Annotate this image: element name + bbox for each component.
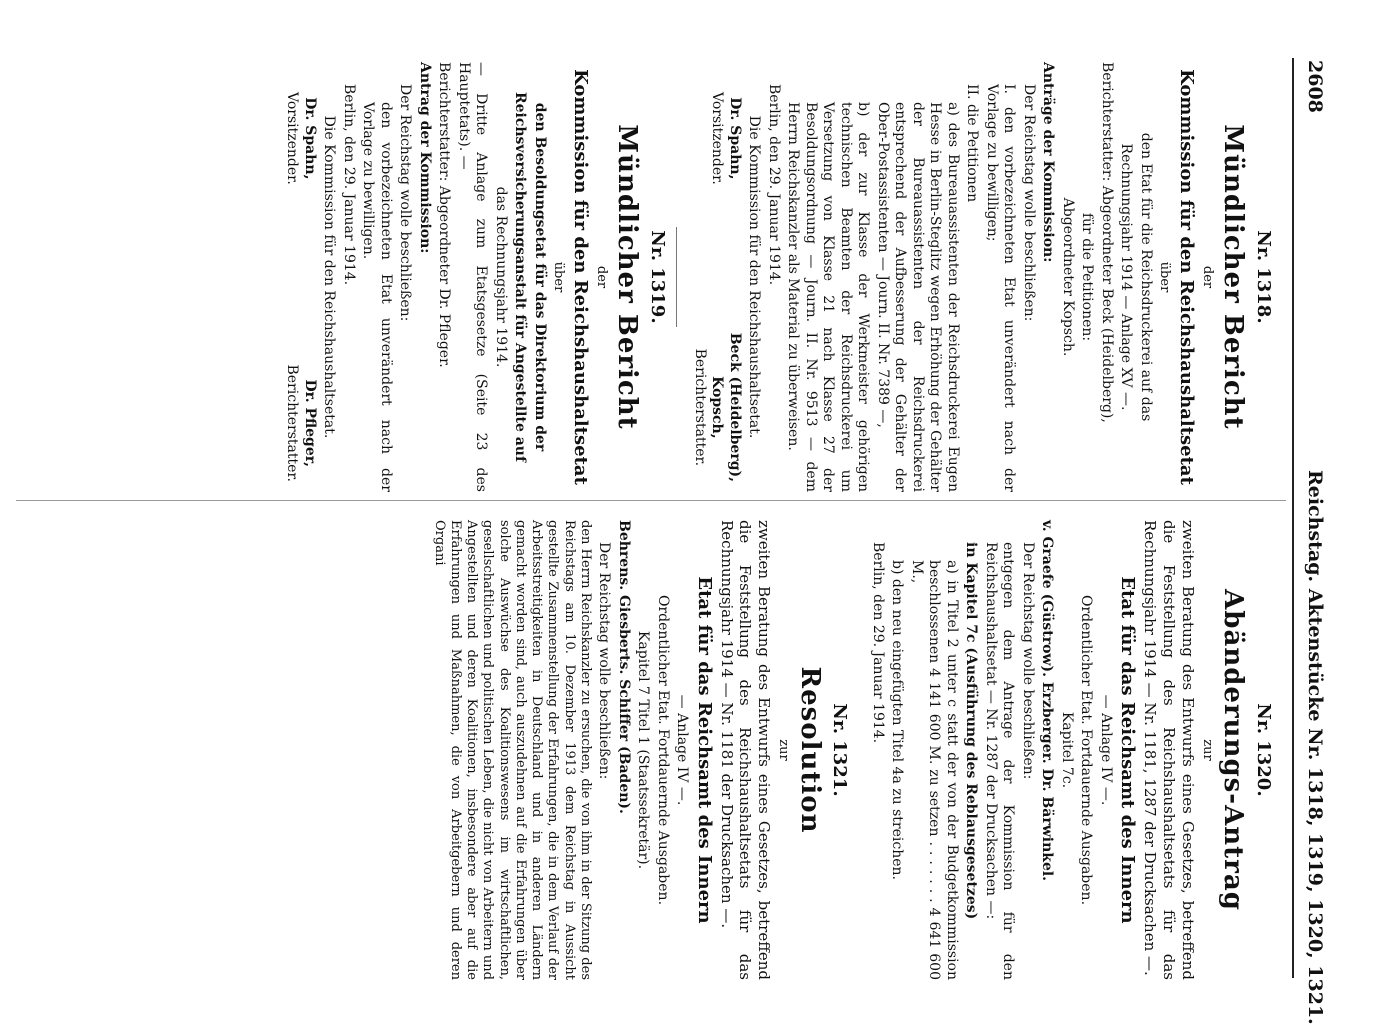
kommission-sig-1318: Die Kommission für den Reichshaushaltsetat. <box>746 115 763 439</box>
kommission-sig-1319: Die Kommission für den Reichshaushaltsetat. <box>321 115 338 439</box>
kapitel-1320: Kapitel 7c. <box>1059 711 1075 789</box>
running-title: Reichstag. Aktenstücke Nr. 1318, 1319, 1320, 1321. <box>1304 470 1326 1025</box>
etat-1319-line2: Reichsversicherungsanstalt für Angestellte auf <box>512 91 529 462</box>
reichstag-1320: Der Reichstag wolle beschließen: <box>1020 542 1036 780</box>
kapitel-7c-1320: in Kapitel 7c (Ausführung des Reblausgesetzes) <box>963 542 980 920</box>
chair-block-1319 <box>283 92 318 185</box>
date-1318: Berlin, den 29. Januar 1914. <box>766 84 782 286</box>
etat-1321: Etat für das Reichsamt des Innern <box>694 576 715 924</box>
page-number: 2608 <box>1304 60 1326 113</box>
reichstag-1319: Der Reichstag wolle beschließen: <box>397 84 414 322</box>
signers-1320: v. Graefe (Güstrow). Erzberger. Dr. Bärwinkel. <box>1039 520 1056 882</box>
anlage-1320: — Anlage IV —. <box>1098 694 1114 806</box>
separator <box>676 227 677 327</box>
rep-block-1319 <box>283 364 318 482</box>
chair-role-1318: Vorsitzender. <box>709 92 726 185</box>
zur-1321: zur <box>776 739 792 761</box>
etat-1319-line3: das Rechnungsjahr 1914. <box>493 186 509 368</box>
text-1320: zweiten Beratung des Entwurfs eines Gesetzes, betreffend die Feststellung des Reichshaushaltsetats für das Rechnungsjahr 1914 — Nr. 1181, 1287 der Drucksachen —. <box>1141 520 1197 980</box>
ueber-1319: über <box>551 261 567 293</box>
berichterstatter-1318-b: für die Petitionen: <box>1079 212 1096 342</box>
ausgaben-1321: Ordentlicher Etat. Fortdauernde Ausgaben. <box>655 594 671 906</box>
rep-1318-a: Beck (Heidelberg), <box>727 332 743 482</box>
signatures-1319 <box>278 62 318 492</box>
intro-1320: entgegen dem Antrage der Kommission für den Reichshaushaltsetat — Nr. 1287 der Drucksachen —: <box>983 542 1017 980</box>
signers-1321: Behrens. Giesberts. Schiffer (Baden). <box>616 520 632 814</box>
heading-1319: Mündlicher Bericht <box>612 124 643 430</box>
chair-1318: Dr. Spahn, <box>727 97 743 180</box>
item-1: I. den vorbezeichneten Etat unverändert nach der Vorlage zu bewilligen; <box>984 84 1018 492</box>
zur-1320: zur <box>1200 739 1215 761</box>
right-column <box>429 520 1281 980</box>
rep-role-1318: Berichterstatter. <box>692 348 708 467</box>
der-1319: der <box>594 265 609 289</box>
left-column <box>278 62 1280 492</box>
ausgaben-1320: Ordentlicher Etat. Fortdauernde Ausgaben. <box>1078 594 1095 906</box>
reichstag-1321: Der Reichstag wolle beschließen: <box>596 542 613 780</box>
chair-role-1319: Vorsitzender. <box>284 92 301 185</box>
reichstag-1318: Der Reichstag wolle beschließen: <box>1021 84 1037 322</box>
berichterstatter-1318: Berichterstatter: Abgeordneter Beck (Heidelberg), <box>1099 62 1115 423</box>
rep-1318-b: Kopsch, <box>709 376 726 439</box>
anlage-1319: — Dritte Anlage zum Etatsgesetze (Seite 23 des Hauptetats). — <box>456 62 490 492</box>
doc-number-1321: Nr. 1321. <box>829 703 851 797</box>
doc-number-1319: Nr. 1319. <box>647 230 668 324</box>
heading-1318: Mündlicher Bericht <box>1218 124 1249 430</box>
antrag-1319: Antrag der Kommission: <box>417 62 433 254</box>
date-1319: Berlin, den 29. Januar 1914. <box>341 84 357 286</box>
text-1321: zweiten Beratung des Entwurfs eines Gesetzes, betreffend die Feststellung des Reichshaushaltsetats für das Rechnungsjahr 1914 — Nr. 1181 der Drucksachen —. <box>717 520 774 980</box>
rep-block-1318 <box>691 333 744 482</box>
chair-1319: Dr. Spahn, <box>302 97 318 180</box>
doc-number-1320: Nr. 1320. <box>1253 703 1274 797</box>
kommission-1319: Kommission für den Reichshaushaltsetat <box>569 69 591 485</box>
etat-1319-line1: den Besoldungsetat für das Direktorium der <box>532 102 548 452</box>
running-header <box>1290 0 1330 1025</box>
date-1320: Berlin, den 29. Januar 1914. <box>870 542 886 744</box>
anlage-1321: — Anlage IV —. <box>674 694 691 806</box>
antraege-1318: Anträge der Kommission: <box>1040 62 1057 263</box>
etat-1318-line2: Rechnungsjahr 1914 — Anlage XV —. <box>1118 143 1135 411</box>
beschluss-1319: den vorbezeichneten Etat unverändert nach der Vorlage zu bewilligen. <box>360 102 394 492</box>
doc-number-1318: Nr. 1318. <box>1253 230 1274 324</box>
text-1321b: den Herrn Reichskanzler zu ersuchen, die von ihm in der Sitzung des Reichstags am 10. Dezember 1913 dem Reichstag in Aussicht gestellte Zusammenstellung der Erfahrungen, die in dem Verlauf der Arbeitsstreitigkeiten in Deutschland und in anderen Ländern gemacht worden sind, auch auszudehnen auf die Erfahrungen über solche Auswüchse des Koalitionswesens im wirtschaftlichen, gesellschaftlichen und politischen Leben, die nicht von Arbeitern und Angestellten und deren Koalitionen, insbesondere aber auf die Erfahrungen und Maßnahmen, die von Arbeitgebern und deren Organi <box>431 520 593 980</box>
etat-1320: Etat für das Reichsamt des Innern <box>1117 576 1139 924</box>
heading-1320: Abänderungs-Antrag <box>1218 589 1249 911</box>
berichterstatter-1318-c: Abgeordneter Kopsch. <box>1060 197 1076 357</box>
kommission-1318: Kommission für den Reichshaushaltsetat <box>1175 69 1197 485</box>
signatures-1318 <box>685 62 743 492</box>
berichterstatter-1319: Berichterstatter: Abgeordneter Dr. Pfleger. <box>436 62 453 368</box>
ueber-1318: über <box>1157 261 1173 293</box>
der-1318: der <box>1200 265 1215 289</box>
kapitel-1321: Kapitel 7 Titel 1 (Staatssekretär). <box>635 630 652 870</box>
item-a-1320: a) in Titel 2 unter c statt der von der Budgetkommission beschlossenen 4 141 600 M. zu setzen . . . . . . . 4 641 600 M., <box>909 560 960 980</box>
item-b-1320: b) den neu eingefügten Titel 4a zu streichen. <box>889 560 906 880</box>
heading-1321: Resolution <box>795 666 825 834</box>
item-2b: b) der zur Klasse der Werkmeister gehörigen technischen Beamten der Reichsdruckerei um Versetzung von Klasse 21 nach Klasse 27 der Besoldungsordnung — Journ. II. Nr. 9513 — dem Herrn Reichskanzler als Material zu überweisen. <box>785 102 872 492</box>
etat-1318-line1: den Etat für die Reichsdruckerei auf das <box>1138 132 1154 422</box>
item-2a: a) des Bureauassistenten der Reichsdruckerei Eugen Hesse in Berlin-Steglitz wegen Erhöhung der Gehälter der Bureauassistenten der Reichsdruckerei entsprechend der Aufbesserung der Gehälter der Ober-Postassistenten — Journ. II. Nr. 7389 —, <box>875 102 961 492</box>
rep-1319: Dr. Pfleger, <box>302 379 318 467</box>
item-2: II. die Petitionen <box>964 84 981 203</box>
header-rule <box>1292 58 1294 978</box>
rep-role-1319: Berichterstatter. <box>284 364 301 482</box>
column-divider <box>16 500 1286 501</box>
chair-block-1318 <box>708 92 743 185</box>
